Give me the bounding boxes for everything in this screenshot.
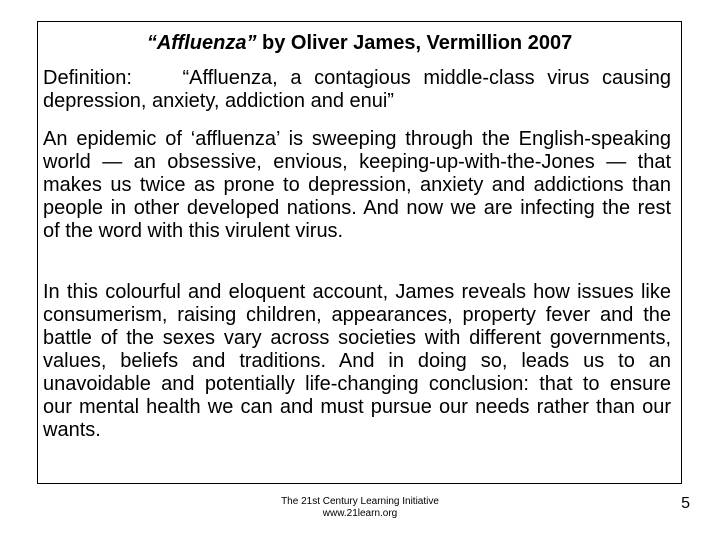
book-title: “Affluenza” (146, 32, 257, 54)
epidemic-paragraph: An epidemic of ‘affluenza’ is sweeping through the English-speaking world — an obsessive, envious, keeping-up-with-the-Jones — that makes us twice as prone to depression, anxiety and addictions than people in other developed nations. And now we are infecting the rest of the word with this virulent virus. (43, 128, 671, 242)
definition-paragraph (43, 67, 671, 113)
page-number: 5 (681, 495, 690, 512)
slide-title (38, 31, 681, 55)
account-paragraph: In this colourful and eloquent account, James reveals how issues like consumerism, raising children, appearances, property fever and the battle of the sexes vary across societies with different governments, values, beliefs and traditions. And in doing so, leads us to an unavoidable and potentially life-changing conclusion: that to ensure our mental health we can and must pursue our needs rather than our wants. (43, 281, 671, 441)
footer-organization: The 21st Century Learning Initiative (281, 496, 439, 507)
definition-label: Definition: (43, 67, 132, 89)
definition-text: “Affluenza, a contagious middle-class virus causing depression, anxiety, addiction and enui” (43, 67, 671, 112)
footer (220, 496, 500, 520)
title-author-publisher: by Oliver James, Vermillion 2007 (256, 32, 573, 54)
content-frame (37, 21, 682, 484)
footer-website: www.21learn.org (322, 508, 398, 519)
